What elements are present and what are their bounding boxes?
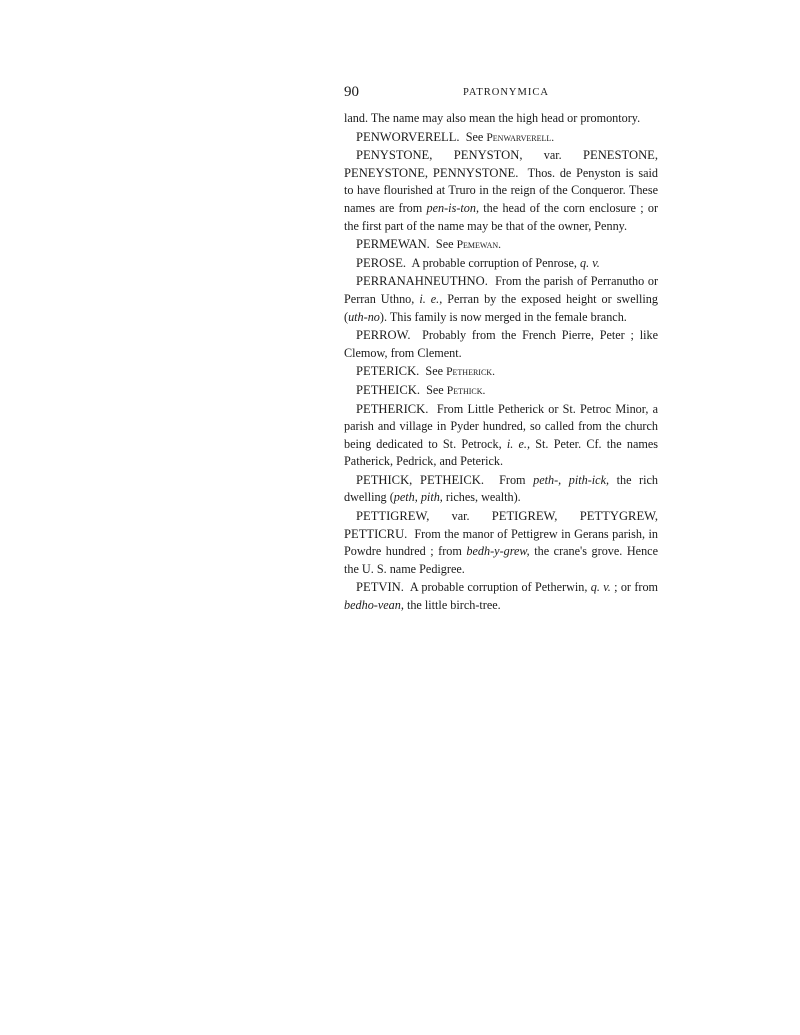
etymology: bedh-y-grew,	[466, 544, 530, 559]
etymology: peth, pith,	[393, 490, 443, 505]
see-label: See	[425, 364, 444, 379]
cross-reference: Petherick.	[446, 365, 495, 379]
see-label: See	[465, 129, 484, 144]
entry-text: From Little Petherick or St. Petroc Minor, a parish and village in Pyder hundred, so called from the church being dedicated to St. Petrock,	[344, 401, 658, 451]
etymology: pen-is-ton,	[426, 200, 479, 215]
entry-penystone	[344, 147, 658, 235]
entry-variants: PENESTONE, PENEYSTONE, PENNYSTONE.	[344, 148, 658, 180]
entry-text: Thos. de Penyston is said to have flourished at Truro in the reign of the Conqueror. These names are from	[344, 165, 658, 215]
etymology: bedho-vean,	[344, 598, 404, 613]
entry-text: ). This family is now merged in the female branch.	[379, 309, 627, 324]
running-head	[344, 84, 658, 106]
entry-penworverell	[344, 129, 658, 147]
entry-perose	[344, 255, 658, 273]
reference-abbrev: q. v.	[580, 255, 600, 270]
entry-headword: PETHERICK.	[356, 401, 429, 416]
entry-text: A probable corruption of Penrose,	[411, 255, 577, 270]
running-title: PATRONYMICA	[463, 87, 549, 98]
entry-headword: PERRANAHNEUTHNO.	[356, 274, 488, 289]
entry-headword: PERMEWAN.	[356, 237, 430, 252]
entry-text: From the parish of Perranutho or Perran Uthno,	[344, 274, 658, 306]
entry-headword: PERROW.	[356, 328, 411, 343]
entry-headword: PETHICK, PETHEICK.	[356, 472, 484, 487]
entry-permewan	[344, 236, 658, 254]
entry-text: the little birch-tree.	[406, 598, 501, 613]
variant-label: var.	[451, 509, 470, 524]
entry-headword: PEROSE.	[356, 255, 407, 270]
book-page	[344, 84, 658, 616]
entry-continuation	[344, 110, 658, 128]
reference-abbrev: i. e.,	[506, 436, 531, 451]
reference-abbrev: i. e.,	[419, 291, 443, 306]
reference-abbrev: q. v.	[590, 580, 611, 595]
entry-petvin	[344, 579, 658, 614]
entry-headword: PETVIN.	[356, 580, 404, 595]
entry-text: ; or from	[614, 580, 659, 595]
entry-text: the crane's grove. Hence the U. S. name Pedigree.	[344, 544, 659, 576]
cross-reference: Pemewan.	[456, 238, 502, 252]
entry-perrow	[344, 327, 658, 362]
entry-text: From	[499, 472, 526, 487]
entry-headword: PENYSTONE, PENYSTON,	[356, 148, 523, 163]
entry-text: St. Peter. Cf. the names Patherick, Pedrick, and Peterick.	[344, 436, 659, 469]
entry-headword: PETHEICK.	[356, 382, 421, 397]
entry-text: A probable corruption of Petherwin,	[409, 580, 588, 595]
see-label: See	[435, 237, 454, 252]
entry-pettigrew	[344, 508, 658, 578]
entry-petherick	[344, 401, 658, 471]
etymology: uth-no	[348, 309, 380, 324]
cross-reference: Penwarverell.	[486, 130, 555, 144]
entry-petheick	[344, 382, 658, 400]
entry-pethick	[344, 472, 658, 507]
entry-headword: PENWORVERELL.	[356, 129, 460, 144]
entry-text: the rich dwelling (	[344, 472, 658, 505]
entry-headword: PETTIGREW,	[356, 509, 430, 524]
entry-text: land. The name may also mean the high head or promontory.	[344, 111, 641, 125]
see-label: See	[426, 382, 444, 397]
entry-perranahneuthno	[344, 273, 658, 326]
entry-text: riches, wealth).	[445, 490, 521, 505]
cross-reference: Pethick.	[446, 383, 486, 397]
entry-text: the head of the corn enclosure ; or the first part of the name may be that of the owner, Penny.	[344, 200, 659, 233]
entry-headword: PETERICK.	[356, 364, 420, 379]
entry-text: Perran by the exposed height or swelling (	[344, 291, 658, 324]
entry-variants: PETIGREW, PETTYGREW, PETTICRU.	[344, 509, 659, 541]
page-number: 90	[344, 84, 359, 100]
variant-label: var.	[543, 148, 562, 163]
etymology: peth-, pith-ick,	[533, 472, 610, 487]
entry-text: From the manor of Pettigrew in Gerans parish, in Powdre hundred ; from	[344, 526, 658, 559]
entry-text: Probably from the French Pierre, Peter ; like Clemow, from Clement.	[344, 328, 659, 360]
entry-peterick	[344, 363, 658, 381]
